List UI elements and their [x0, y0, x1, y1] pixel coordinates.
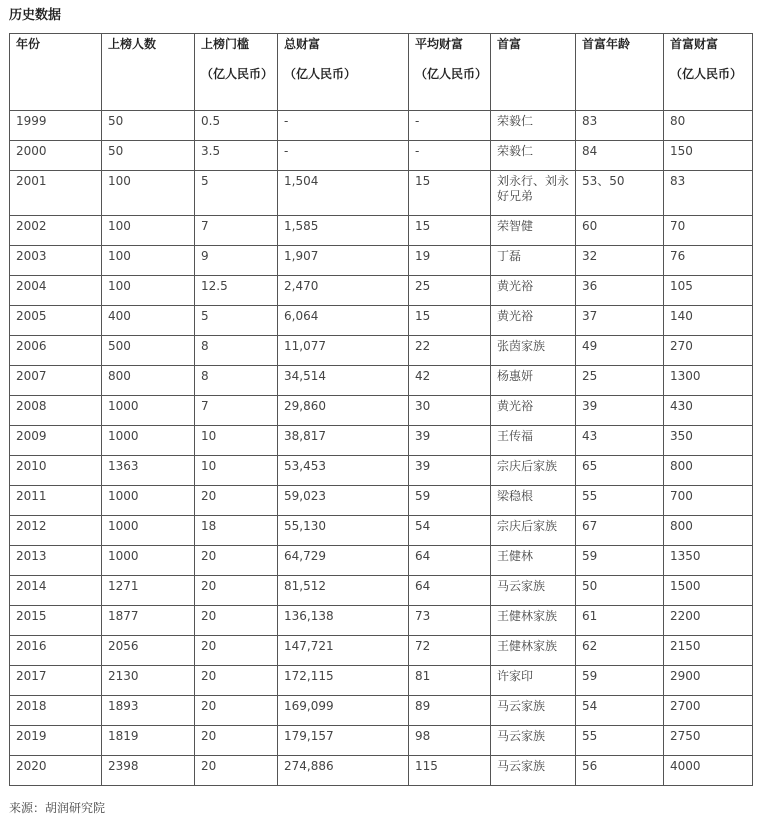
- table-cell: 54: [576, 696, 664, 726]
- table-row: [10, 666, 753, 696]
- table-cell: 1893: [102, 696, 195, 726]
- table-cell: 53、50: [576, 171, 664, 216]
- table-cell: 2009: [10, 426, 102, 456]
- col-header-threshold: 上榜门槛 （亿人民币）: [195, 34, 278, 111]
- table-cell: 1000: [102, 486, 195, 516]
- table-cell: 2002: [10, 216, 102, 246]
- unit-label: （亿人民币）: [201, 67, 274, 81]
- table-cell: 刘永行、刘永好兄弟: [491, 171, 576, 216]
- table-cell: -: [409, 111, 491, 141]
- table-cell: 81,512: [278, 576, 409, 606]
- table-cell: 42: [409, 366, 491, 396]
- table-cell: 2005: [10, 306, 102, 336]
- table-cell: 83: [664, 171, 753, 216]
- table-cell: 50: [102, 111, 195, 141]
- table-cell: 7: [195, 216, 278, 246]
- table-row: [10, 306, 753, 336]
- table-cell: 81: [409, 666, 491, 696]
- table-cell: 2008: [10, 396, 102, 426]
- table-cell: 19: [409, 246, 491, 276]
- table-cell: 1,907: [278, 246, 409, 276]
- table-cell: 1271: [102, 576, 195, 606]
- table-cell: 王健林家族: [491, 636, 576, 666]
- table-cell: 55: [576, 486, 664, 516]
- table-cell: 136,138: [278, 606, 409, 636]
- table-cell: 许家印: [491, 666, 576, 696]
- table-cell: 500: [102, 336, 195, 366]
- table-cell: 2003: [10, 246, 102, 276]
- table-cell: 72: [409, 636, 491, 666]
- table-cell: 2150: [664, 636, 753, 666]
- table-cell: 49: [576, 336, 664, 366]
- table-cell: 20: [195, 636, 278, 666]
- table-cell: 1000: [102, 516, 195, 546]
- table-cell: 2130: [102, 666, 195, 696]
- table-row: [10, 696, 753, 726]
- table-cell: 54: [409, 516, 491, 546]
- table-cell: 25: [409, 276, 491, 306]
- table-row: [10, 171, 753, 216]
- table-cell: 56: [576, 756, 664, 786]
- table-cell: 115: [409, 756, 491, 786]
- table-cell: 张茵家族: [491, 336, 576, 366]
- table-cell: 1363: [102, 456, 195, 486]
- table-cell: 2013: [10, 546, 102, 576]
- table-cell: 2200: [664, 606, 753, 636]
- table-cell: 黄光裕: [491, 306, 576, 336]
- table-cell: 34,514: [278, 366, 409, 396]
- table-cell: 7: [195, 396, 278, 426]
- table-cell: 荣毅仁: [491, 111, 576, 141]
- table-cell: 11,077: [278, 336, 409, 366]
- table-cell: 2001: [10, 171, 102, 216]
- table-cell: 20: [195, 666, 278, 696]
- table-cell: 274,886: [278, 756, 409, 786]
- table-cell: 32: [576, 246, 664, 276]
- table-cell: 王健林: [491, 546, 576, 576]
- table-cell: 丁磊: [491, 246, 576, 276]
- table-cell: 宗庆后家族: [491, 456, 576, 486]
- table-row: [10, 756, 753, 786]
- table-cell: 64: [409, 546, 491, 576]
- table-row: [10, 516, 753, 546]
- table-cell: 20: [195, 486, 278, 516]
- table-cell: 1877: [102, 606, 195, 636]
- table-cell: 150: [664, 141, 753, 171]
- table-cell: 37: [576, 306, 664, 336]
- table-cell: 马云家族: [491, 576, 576, 606]
- table-row: [10, 546, 753, 576]
- history-table: [9, 33, 753, 786]
- table-cell: 29,860: [278, 396, 409, 426]
- table-cell: -: [278, 141, 409, 171]
- table-row: [10, 366, 753, 396]
- table-cell: 64: [409, 576, 491, 606]
- table-cell: 105: [664, 276, 753, 306]
- table-cell: 25: [576, 366, 664, 396]
- table-row: [10, 726, 753, 756]
- table-row: [10, 636, 753, 666]
- table-cell: 59: [576, 666, 664, 696]
- table-cell: 1000: [102, 426, 195, 456]
- table-cell: 59: [576, 546, 664, 576]
- table-cell: 140: [664, 306, 753, 336]
- table-cell: 6,064: [278, 306, 409, 336]
- table-cell: 1000: [102, 546, 195, 576]
- table-cell: 荣毅仁: [491, 141, 576, 171]
- col-header-year: 年份: [10, 34, 102, 111]
- table-cell: 2398: [102, 756, 195, 786]
- table-cell: 1350: [664, 546, 753, 576]
- table-cell: 马云家族: [491, 726, 576, 756]
- table-cell: 98: [409, 726, 491, 756]
- table-cell: -: [409, 141, 491, 171]
- table-cell: 15: [409, 171, 491, 216]
- table-cell: 30: [409, 396, 491, 426]
- col-header-richest-wealth: 首富财富 （亿人民币）: [664, 34, 753, 111]
- table-cell: 黄光裕: [491, 276, 576, 306]
- table-cell: 100: [102, 276, 195, 306]
- col-header-richest: 首富: [491, 34, 576, 111]
- col-header-total-wealth: 总财富 （亿人民币）: [278, 34, 409, 111]
- table-cell: 60: [576, 216, 664, 246]
- table-cell: 1,504: [278, 171, 409, 216]
- table-cell: 36: [576, 276, 664, 306]
- table-cell: 15: [409, 216, 491, 246]
- section-title: 历史数据: [9, 8, 62, 23]
- table-cell: 20: [195, 696, 278, 726]
- table-cell: 100: [102, 246, 195, 276]
- table-row: [10, 216, 753, 246]
- table-cell: 2016: [10, 636, 102, 666]
- table-cell: 2011: [10, 486, 102, 516]
- table-cell: 89: [409, 696, 491, 726]
- table-cell: 马云家族: [491, 756, 576, 786]
- table-cell: 12.5: [195, 276, 278, 306]
- table-cell: 5: [195, 171, 278, 216]
- unit-label: （亿人民币）: [284, 67, 357, 81]
- table-cell: 2017: [10, 666, 102, 696]
- table-cell: 2700: [664, 696, 753, 726]
- table-row: [10, 111, 753, 141]
- table-cell: 55,130: [278, 516, 409, 546]
- table-cell: 2006: [10, 336, 102, 366]
- table-cell: 3.5: [195, 141, 278, 171]
- table-cell: 20: [195, 606, 278, 636]
- table-cell: -: [278, 111, 409, 141]
- table-row: [10, 336, 753, 366]
- table-cell: 1000: [102, 396, 195, 426]
- table-cell: 1500: [664, 576, 753, 606]
- table-cell: 800: [102, 366, 195, 396]
- table-cell: 2010: [10, 456, 102, 486]
- table-cell: 荣智健: [491, 216, 576, 246]
- table-cell: 59: [409, 486, 491, 516]
- table-cell: 64,729: [278, 546, 409, 576]
- table-row: [10, 576, 753, 606]
- table-cell: 10: [195, 426, 278, 456]
- table-cell: 1819: [102, 726, 195, 756]
- table-cell: 杨惠妍: [491, 366, 576, 396]
- table-row: [10, 141, 753, 171]
- table-cell: 270: [664, 336, 753, 366]
- table-cell: 39: [409, 456, 491, 486]
- table-cell: 梁稳根: [491, 486, 576, 516]
- table-cell: 1999: [10, 111, 102, 141]
- table-cell: 43: [576, 426, 664, 456]
- table-cell: 10: [195, 456, 278, 486]
- table-row: [10, 606, 753, 636]
- table-cell: 55: [576, 726, 664, 756]
- table-cell: 20: [195, 726, 278, 756]
- col-header-richest-age: 首富年龄: [576, 34, 664, 111]
- table-cell: 5: [195, 306, 278, 336]
- table-cell: 王健林家族: [491, 606, 576, 636]
- table-cell: 18: [195, 516, 278, 546]
- table-cell: 59,023: [278, 486, 409, 516]
- table-cell: 4000: [664, 756, 753, 786]
- table-header-row: [10, 34, 753, 111]
- table-cell: 50: [102, 141, 195, 171]
- table-row: [10, 456, 753, 486]
- table-cell: 2007: [10, 366, 102, 396]
- table-row: [10, 396, 753, 426]
- source-note: 来源：胡润研究院: [9, 801, 106, 815]
- table-cell: 2014: [10, 576, 102, 606]
- table-cell: 100: [102, 216, 195, 246]
- table-cell: 1300: [664, 366, 753, 396]
- table-cell: 1,585: [278, 216, 409, 246]
- table-cell: 65: [576, 456, 664, 486]
- table-cell: 22: [409, 336, 491, 366]
- table-cell: 172,115: [278, 666, 409, 696]
- table-cell: 73: [409, 606, 491, 636]
- table-cell: 宗庆后家族: [491, 516, 576, 546]
- table-cell: 61: [576, 606, 664, 636]
- table-cell: 147,721: [278, 636, 409, 666]
- unit-label: （亿人民币）: [415, 67, 488, 81]
- table-cell: 800: [664, 456, 753, 486]
- table-cell: 8: [195, 336, 278, 366]
- table-row: [10, 246, 753, 276]
- col-header-average-wealth: 平均财富 （亿人民币）: [409, 34, 491, 111]
- table-cell: 400: [102, 306, 195, 336]
- table-cell: 黄光裕: [491, 396, 576, 426]
- table-cell: 38,817: [278, 426, 409, 456]
- table-cell: 王传福: [491, 426, 576, 456]
- table-row: [10, 426, 753, 456]
- table-row: [10, 486, 753, 516]
- table-cell: 53,453: [278, 456, 409, 486]
- table-cell: 2056: [102, 636, 195, 666]
- table-cell: 800: [664, 516, 753, 546]
- table-cell: 0.5: [195, 111, 278, 141]
- table-cell: 179,157: [278, 726, 409, 756]
- table-cell: 2019: [10, 726, 102, 756]
- table-cell: 20: [195, 546, 278, 576]
- table-cell: 39: [576, 396, 664, 426]
- table-cell: 100: [102, 171, 195, 216]
- unit-label: （亿人民币）: [670, 67, 743, 81]
- table-cell: 2000: [10, 141, 102, 171]
- table-cell: 169,099: [278, 696, 409, 726]
- table-cell: 39: [409, 426, 491, 456]
- table-cell: 430: [664, 396, 753, 426]
- col-header-count: 上榜人数: [102, 34, 195, 111]
- table-cell: 马云家族: [491, 696, 576, 726]
- table-cell: 50: [576, 576, 664, 606]
- table-cell: 2015: [10, 606, 102, 636]
- table-cell: 350: [664, 426, 753, 456]
- table-cell: 2,470: [278, 276, 409, 306]
- table-row: [10, 276, 753, 306]
- table-cell: 2004: [10, 276, 102, 306]
- table-cell: 83: [576, 111, 664, 141]
- table-cell: 2750: [664, 726, 753, 756]
- table-cell: 67: [576, 516, 664, 546]
- table-cell: 700: [664, 486, 753, 516]
- table-cell: 76: [664, 246, 753, 276]
- table-cell: 2020: [10, 756, 102, 786]
- table-cell: 80: [664, 111, 753, 141]
- table-cell: 70: [664, 216, 753, 246]
- table-cell: 62: [576, 636, 664, 666]
- table-cell: 2018: [10, 696, 102, 726]
- table-cell: 20: [195, 576, 278, 606]
- table-cell: 84: [576, 141, 664, 171]
- table-cell: 20: [195, 756, 278, 786]
- table-cell: 2012: [10, 516, 102, 546]
- table-cell: 2900: [664, 666, 753, 696]
- table-cell: 8: [195, 366, 278, 396]
- table-cell: 15: [409, 306, 491, 336]
- table-cell: 9: [195, 246, 278, 276]
